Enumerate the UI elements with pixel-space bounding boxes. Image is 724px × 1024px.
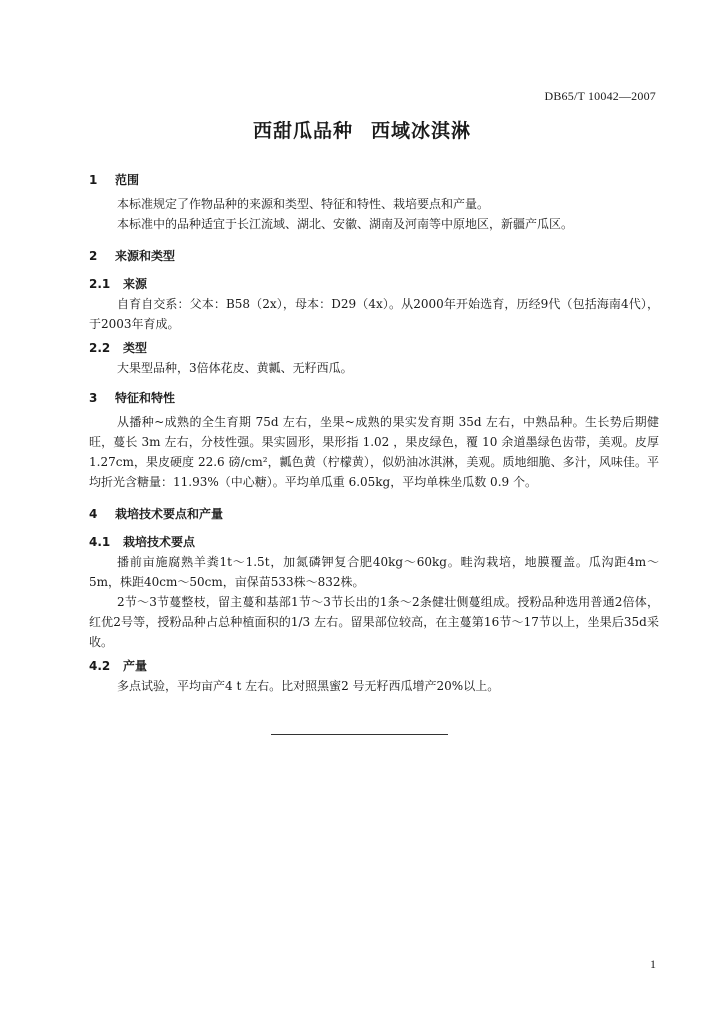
subsection-title: 栽培技术要点 xyxy=(123,535,196,549)
section-number: 1 xyxy=(89,173,98,187)
section-number: 3 xyxy=(89,391,98,405)
subsection-title: 类型 xyxy=(123,341,148,355)
paragraph: 播前亩施腐熟羊粪1t～1.5t，加氮磷钾复合肥40kg～60kg。畦沟栽培，地膜覆盖。瓜沟距4m～5m，株距40cm～50cm，亩保苗533株～832株。 xyxy=(89,555,659,589)
section-title: 范围 xyxy=(115,173,140,187)
paragraph: 从播种~成熟的全生育期 75d 左右，坐果~成熟的果实发育期 35d 左右，中熟品种。生长势后期健旺，蔓长 3m 左右，分枝性强。果实圆形，果形指 1.02 ，果皮绿色，覆 10 余道墨绿色齿带，美观。皮厚 1.27cm，果皮硬度 22.6 磅/cm²，瓤色黄（柠檬黄），似奶油冰淇淋，美观。质地细脆、多汁，风味佳。平均折光含糖量：11.93%（中心糖）。平均单瓜重 6.05kg，平均单株坐瓜数 0.9 个。 xyxy=(89,415,659,489)
subsection-heading-2-1 xyxy=(89,274,659,294)
section-number: 4 xyxy=(89,507,98,521)
subsection-heading-4-2 xyxy=(89,656,659,676)
section-title: 栽培技术要点和产量 xyxy=(115,507,224,521)
subsection-heading-2-2 xyxy=(89,338,659,358)
section-title: 特征和特性 xyxy=(115,391,176,405)
title-part-2: 西域冰淇淋 xyxy=(371,120,472,142)
section-heading-4 xyxy=(89,504,659,524)
subsection-title: 来源 xyxy=(123,277,148,291)
subsection-heading-4-1 xyxy=(89,532,659,552)
document-body xyxy=(89,170,659,696)
subsection-number: 4.2 xyxy=(89,659,111,673)
section-heading-3 xyxy=(89,388,659,408)
page-number: 1 xyxy=(650,957,656,971)
standard-code: DB65/T 10042—2007 xyxy=(544,89,656,103)
section-number: 2 xyxy=(89,249,98,263)
end-divider xyxy=(271,734,448,735)
subsection-number: 4.1 xyxy=(89,535,111,549)
paragraph: 大果型品种，3倍体花皮、黄瓤、无籽西瓜。 xyxy=(117,361,353,375)
paragraph: 自育自交系：父本：B58（2x），母本：D29（4x）。从2000年开始选育，历经9代（包括海南4代），于2003年育成。 xyxy=(89,297,659,331)
subsection-title: 产量 xyxy=(123,659,148,673)
section-heading-1 xyxy=(89,170,659,190)
paragraph: 本标准中的品种适宜于长江流域、湖北、安徽、湖南及河南等中原地区，新疆产瓜区。 xyxy=(117,217,574,231)
subsection-number: 2.2 xyxy=(89,341,111,355)
paragraph: 多点试验，平均亩产4 t 左右。比对照黑蜜2 号无籽西瓜增产20%以上。 xyxy=(117,679,500,693)
document-title xyxy=(0,116,724,143)
section-heading-2 xyxy=(89,246,659,266)
paragraph: 本标准规定了作物品种的来源和类型、特征和特性、栽培要点和产量。 xyxy=(117,197,490,211)
paragraph: 2节～3节蔓整枝，留主蔓和基部1节～3节长出的1条～2条健壮侧蔓组成。授粉品种选用普通2倍体，红优2号等，授粉品种占总种植面积的1/3 左右。留果部位较高，在主蔓第16节～17节以上，坐果后35d采收。 xyxy=(89,595,659,649)
title-part-1: 西甜瓜品种 xyxy=(252,120,353,142)
subsection-number: 2.1 xyxy=(89,277,111,291)
section-title: 来源和类型 xyxy=(115,249,176,263)
